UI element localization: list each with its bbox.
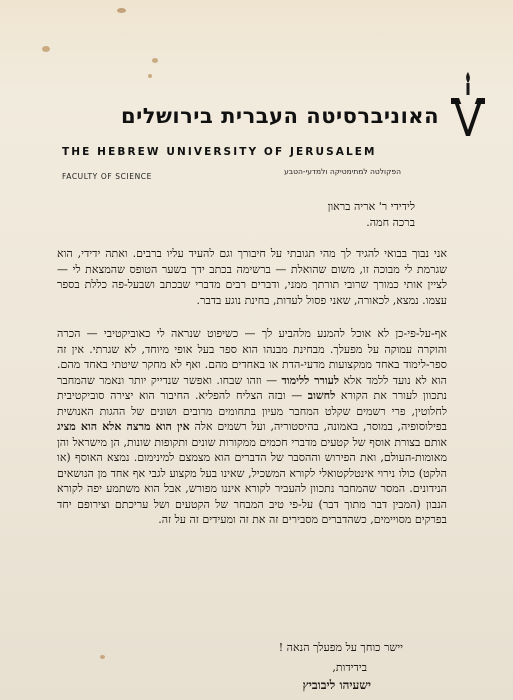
letter-closing: בידידות, — [332, 661, 367, 674]
paper-stain — [117, 8, 126, 13]
university-name-hebrew: האוניברסיטה העברית בירושלים — [120, 104, 439, 128]
paper-stain — [42, 46, 50, 52]
letter-thanks: יישר כוחך על מפעלך הנאה ! — [278, 641, 403, 654]
paper-stain — [152, 58, 158, 63]
paragraph-text: אני נבוך בבואי להגיד לך מהי תגובתי על חיבורך וגם להעיד עליו ברבים. ואתה ידידי, הוא שגרמת לי מבוכה זו, משום שהואלת — ברשימה בכתב ידך בשער הטופס שהמצאת לי — לציין אותי כמורך שרובי תורתך ממני, ודברים רבים מדברי שבכתב ושבעל-פה כללת בספר עצמו. נמצא, לכאורה, שאני פסול לעדות, בחינת נוגע בדבר. — [57, 247, 447, 307]
university-name-english: THE HEBREW UNIVERSITY OF JERUSALEM — [62, 146, 377, 158]
paper-stain — [100, 655, 105, 659]
letter-recipient: לידידי ר' אריה בראון — [327, 200, 415, 213]
letter-signature: ישעיהו ליבוביץ — [302, 678, 371, 692]
paragraph-text: אף-על-פי-כן לא אוכל להמנע מלהביע לך — כשיפוט שנראה לי כאוביקטיבי — הכרה והוקרה עמוקה על מפעלך. מבחינת מבנהו הוא ספר בעל אופי מיוחד, לא שגרתי. אין זה ספר-לימוד באחד ממקצועות מדעי-הדת או באחדים מהם. ואף לא מחקר שיטתי באחד מהם. הוא לא נועד ללמד אלא לעורר ללימוד — וזהו שבחו. ואפשר שנדייק יותר ונאמר שהמחבר נתכוון לעורר את הקורא לחשוב — ובזה הצליח להפליא. החיבור הוא יצירה סוביקטיבית לחלוטין, פרי רשמים שקלט המחבר מעיון בתחומים מרובים ושונים של ההגות האנושית בפילוסופיה, במוסר, באמונה, בהיסטוריה, ועל רשמים אלה אין הוא מרצה אלא הוא מציג אותם בצורת אוסף של קטעים מדברי חכמים ממקורות שונים ותקופות שונות, הן מישראל והן מאומות-העולם, ואת הפירוש וההסבר של הדברים הוא מצמצם למינימום. נמצא האוסף (או הלקט) כולו נירוי אינטלקטואלי לקורא המשכיל, שאינו בעל מקצוע לגבי אף אחד מן הנושאים הנידונים. המסר שהמחבר נתכוון להעביר לקורא איננו מפורש, אבל הוא משתמע יפה לקורא הנבון (המבין דבר מתוך דבר) על-פי טיב המבחר של הקטעים ושל עריכתם וצירופם יחד בפרקים מסויימים, כשהדברים מסבירים זה את זה ומעידים זה על זה. — [57, 327, 447, 526]
letter-paragraph-1 — [57, 246, 447, 308]
letter-paragraph-2 — [57, 326, 447, 528]
letter-greeting: ברכה חמה. — [366, 216, 415, 229]
faculty-name-english: FACULTY OF SCIENCE — [62, 172, 152, 181]
paper-aging-band — [0, 0, 513, 92]
university-emblem-icon — [448, 70, 488, 142]
paper-stain — [148, 74, 152, 78]
faculty-name-hebrew: הפקולטה למתימטיקה ולמדעי-הטבע — [284, 167, 401, 176]
